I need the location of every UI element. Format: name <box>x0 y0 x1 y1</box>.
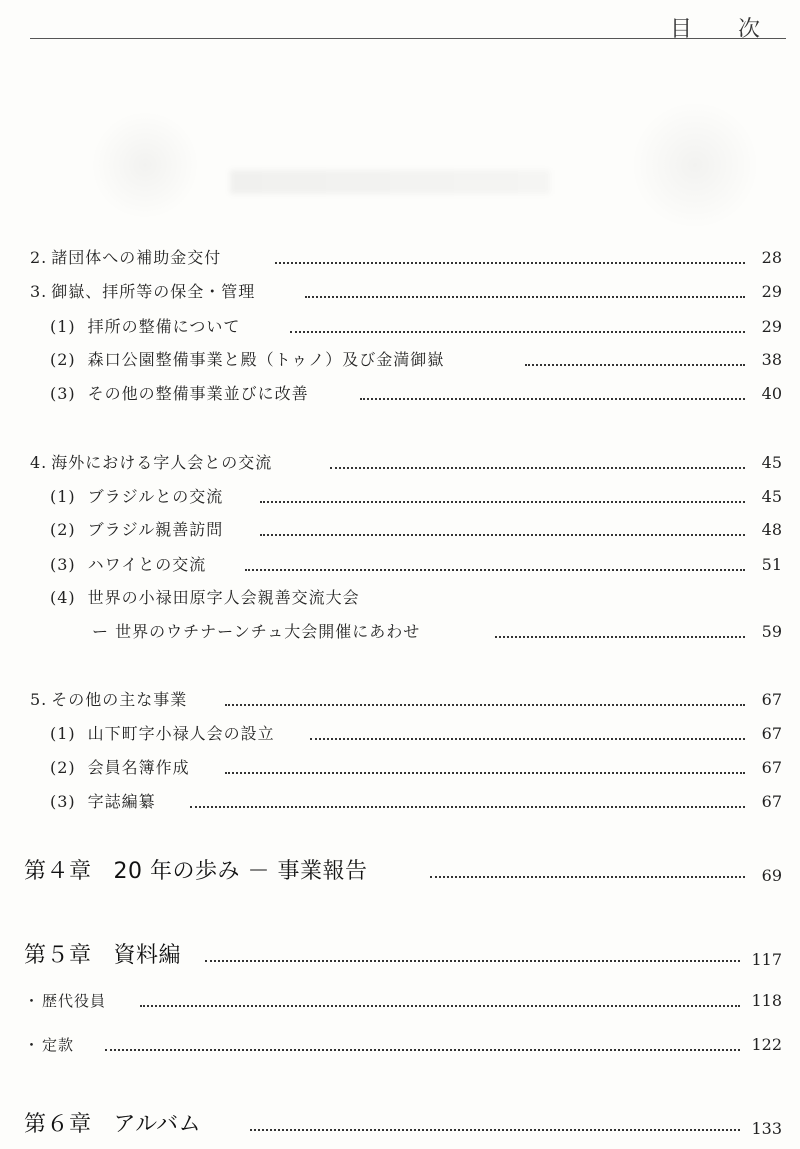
entry-title: 拝所の整備について <box>87 317 241 336</box>
toc-chapter-entry[interactable] <box>0 1110 800 1140</box>
section-number: (4) <box>50 588 76 607</box>
dot-leader <box>190 806 745 808</box>
toc-entry-label <box>50 550 206 580</box>
toc-entry-label <box>50 379 309 409</box>
chapter-title: 資料編 <box>113 943 182 968</box>
dot-leader <box>525 364 745 366</box>
toc-entry[interactable] <box>0 583 800 613</box>
page-number: 28 <box>761 248 782 267</box>
dot-leader <box>250 1129 740 1131</box>
page-number: 45 <box>761 487 782 506</box>
dot-leader <box>260 534 745 536</box>
page-number: 67 <box>761 690 782 709</box>
toc-entry[interactable] <box>0 243 800 273</box>
page-number: 67 <box>761 792 782 811</box>
page-number: 51 <box>761 555 782 574</box>
toc-entry-label <box>50 345 444 375</box>
bullet-mark: ・ <box>24 1036 41 1054</box>
toc-entry[interactable] <box>0 685 800 715</box>
toc-entry-label <box>24 986 106 1016</box>
header-divider <box>30 38 786 39</box>
section-number: 3. <box>30 282 48 301</box>
dot-leader <box>330 467 745 469</box>
entry-title: その他の整備事業並びに改善 <box>87 384 309 403</box>
page-number: 45 <box>761 453 782 472</box>
entry-title: ー 世界のウチナーンチュ大会開催にあわせ <box>92 622 421 641</box>
toc-entry[interactable] <box>0 787 800 817</box>
toc-entry-label <box>50 312 240 342</box>
page-number: 67 <box>761 758 782 777</box>
page-number: 48 <box>761 520 782 539</box>
toc-entry[interactable] <box>0 448 800 478</box>
dot-leader <box>275 262 745 264</box>
chapter-number: 第５章 <box>24 943 92 968</box>
entry-title: ハワイとの交流 <box>87 555 207 574</box>
section-number: (2) <box>50 350 76 369</box>
section-number: (2) <box>50 520 76 539</box>
toc-entry-label <box>30 448 272 478</box>
toc-entry-label <box>30 685 187 715</box>
entry-title: 歴代役員 <box>42 992 107 1010</box>
dot-leader <box>225 772 745 774</box>
bullet-mark: ・ <box>24 992 41 1010</box>
toc-entry[interactable] <box>0 345 800 375</box>
page-number: 118 <box>751 991 782 1010</box>
page-number: 59 <box>761 622 782 641</box>
toc-chapter-entry[interactable] <box>0 857 800 887</box>
entry-title: ブラジルとの交流 <box>87 487 224 506</box>
bleed-through-shape <box>630 100 760 230</box>
bleed-through-text <box>230 170 550 194</box>
toc-entry-label <box>50 515 223 545</box>
toc-entry[interactable] <box>0 753 800 783</box>
page-number: 67 <box>761 724 782 743</box>
entry-title: 世界の小禄田原字人会親善交流大会 <box>87 588 360 607</box>
chapter-title: アルバム <box>113 1112 202 1137</box>
chapter-number: 第４章 <box>24 859 92 884</box>
toc-entry-label <box>50 482 223 512</box>
dot-leader <box>225 704 745 706</box>
toc-entry[interactable] <box>0 379 800 409</box>
page-number: 133 <box>751 1119 782 1138</box>
entry-title: 字誌編纂 <box>87 792 156 811</box>
dot-leader <box>290 331 745 333</box>
section-number: (3) <box>50 384 76 403</box>
page-number: 29 <box>761 282 782 301</box>
dot-leader <box>205 960 740 962</box>
toc-entry[interactable] <box>0 986 800 1016</box>
dot-leader <box>305 296 745 298</box>
dot-leader <box>140 1005 740 1007</box>
entry-title: 山下町字小禄人会の設立 <box>87 724 275 743</box>
toc-chapter-entry[interactable] <box>0 941 800 971</box>
chapter-title: 20 年の歩み － 事業報告 <box>113 859 368 884</box>
section-number: (3) <box>50 555 76 574</box>
dot-leader <box>260 501 745 503</box>
toc-entry[interactable] <box>0 719 800 749</box>
page-number: 29 <box>761 317 782 336</box>
toc-entry-label <box>30 243 221 273</box>
toc-entry-label <box>24 941 181 971</box>
dot-leader <box>430 876 745 878</box>
toc-entry-label <box>30 277 255 307</box>
entry-title: その他の主な事業 <box>51 690 188 709</box>
section-number: 5. <box>30 690 48 709</box>
toc-entry[interactable] <box>0 312 800 342</box>
page-number: 38 <box>761 350 782 369</box>
bleed-through-shape <box>90 110 200 220</box>
toc-entry-label <box>50 583 360 613</box>
entry-title: 諸団体への補助金交付 <box>51 248 222 267</box>
toc-entry[interactable] <box>0 550 800 580</box>
dot-leader <box>495 636 745 638</box>
section-number: (1) <box>50 724 76 743</box>
section-number: 4. <box>30 453 48 472</box>
page-number: 122 <box>751 1035 782 1054</box>
dot-leader <box>245 569 745 571</box>
entry-title: 御嶽、拝所等の保全・管理 <box>51 282 256 301</box>
entry-title: 海外における字人会との交流 <box>51 453 273 472</box>
entry-title: 定款 <box>42 1036 75 1054</box>
entry-title: 森口公園整備事業と殿（トゥノ）及び金満御嶽 <box>87 350 445 369</box>
page-number: 69 <box>761 866 782 885</box>
toc-entry-label <box>50 719 275 749</box>
page-number: 40 <box>761 384 782 403</box>
toc-entry-label <box>50 787 156 817</box>
section-number: (2) <box>50 758 76 777</box>
toc-entry[interactable] <box>0 515 800 545</box>
section-number: (1) <box>50 317 76 336</box>
toc-entry-label <box>50 753 190 783</box>
toc-entry[interactable] <box>0 277 800 307</box>
dot-leader <box>310 738 745 740</box>
toc-entry[interactable] <box>0 482 800 512</box>
entry-title: 会員名簿作成 <box>87 758 190 777</box>
section-number: (3) <box>50 792 76 811</box>
toc-entry-label <box>24 1030 74 1060</box>
page-header-title: 目 次 <box>669 17 772 42</box>
toc-entry-label <box>24 1110 201 1140</box>
section-number: (1) <box>50 487 76 506</box>
section-number: 2. <box>30 248 48 267</box>
dot-leader <box>105 1049 740 1051</box>
chapter-number: 第６章 <box>24 1112 92 1137</box>
entry-title: ブラジル親善訪問 <box>87 520 224 539</box>
toc-entry[interactable] <box>0 617 800 647</box>
toc-entry[interactable] <box>0 1030 800 1060</box>
dot-leader <box>360 398 745 400</box>
toc-entry-label <box>24 857 368 887</box>
toc-entry-label <box>92 617 420 647</box>
page-number: 117 <box>751 950 782 969</box>
